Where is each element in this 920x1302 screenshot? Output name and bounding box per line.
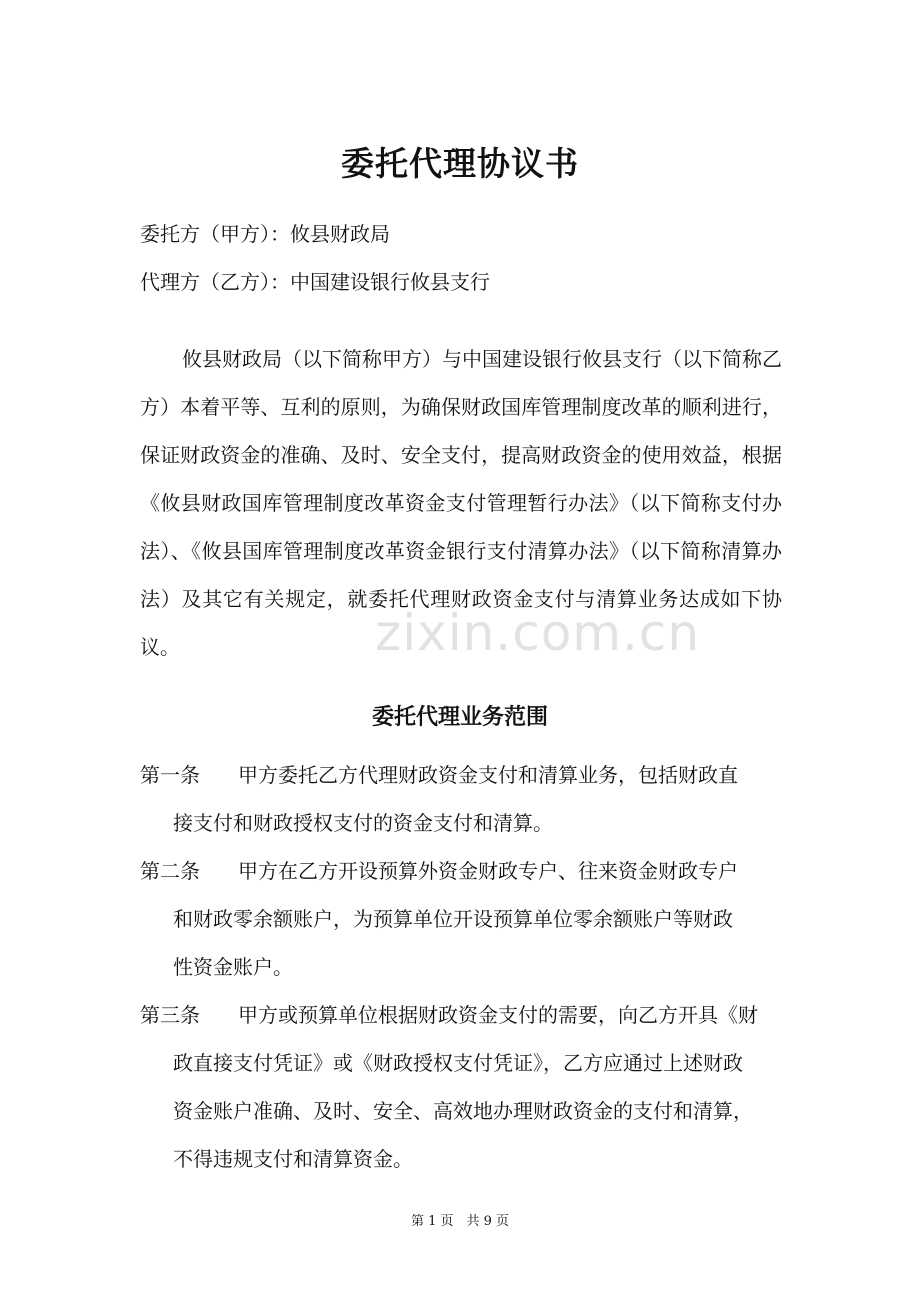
party-b-line: 代理方（乙方）：中国建设银行攸县支行 (140, 270, 490, 294)
article-text-continued: 接支付和财政授权支付的资金支付和清算。 (173, 811, 553, 835)
article-number: 第一条 (140, 763, 200, 787)
article-1 (140, 751, 782, 847)
article-text: 甲方或预算单位根据财政资金支付的需要，向乙方开具《财 (238, 1003, 758, 1027)
article-text-continued: 不得违规支付和清算资金。 (173, 1147, 413, 1171)
article-text: 甲方委托乙方代理财政资金支付和清算业务，包括财政直 (238, 763, 738, 787)
article-2 (140, 847, 782, 991)
watermark-text: zixin.com.cn (375, 604, 701, 662)
party-a-line: 委托方（甲方）：攸县财政局 (140, 222, 390, 246)
article-text-continued: 性资金账户。 (173, 955, 293, 979)
article-text-continued: 资金账户准确、及时、安全、高效地办理财政资金的支付和清算， (173, 1099, 753, 1123)
document-title: 委托代理协议书 (341, 144, 579, 183)
article-text: 甲方在乙方开设预算外资金财政专户、往来资金财政专户 (238, 859, 738, 883)
article-number: 第二条 (140, 859, 200, 883)
page-footer: 第 1 页 共 9 页 (410, 1214, 510, 1229)
article-text-continued: 和财政零余额账户，为预算单位开设预算单位零余额账户等财政 (173, 907, 733, 931)
intro-paragraph: 攸县财政局（以下简称甲方）与中国建设银行攸县支行（以下简称乙方）本着平等、互利的原则，为确保财政国库管理制度改革的顺利进行，保证财政资金的准确、及时、安全支付，提高财政资金的使用效益，根据《攸县财政国库管理制度改革资金支付管理暂行办法》（以下简称支付办法）、《攸县国库管理制度改革资金银行支付清算办法》（以下简称清算办法）及其它有关规定，就委托代理财政资金支付与清算业务达成如下协议。 (140, 347, 782, 659)
article-3 (140, 991, 782, 1183)
section-title: 委托代理业务范围 (371, 704, 548, 730)
article-text-continued: 政直接支付凭证》或《财政授权支付凭证》，乙方应通过上述财政 (173, 1051, 743, 1075)
article-number: 第三条 (140, 1003, 200, 1027)
